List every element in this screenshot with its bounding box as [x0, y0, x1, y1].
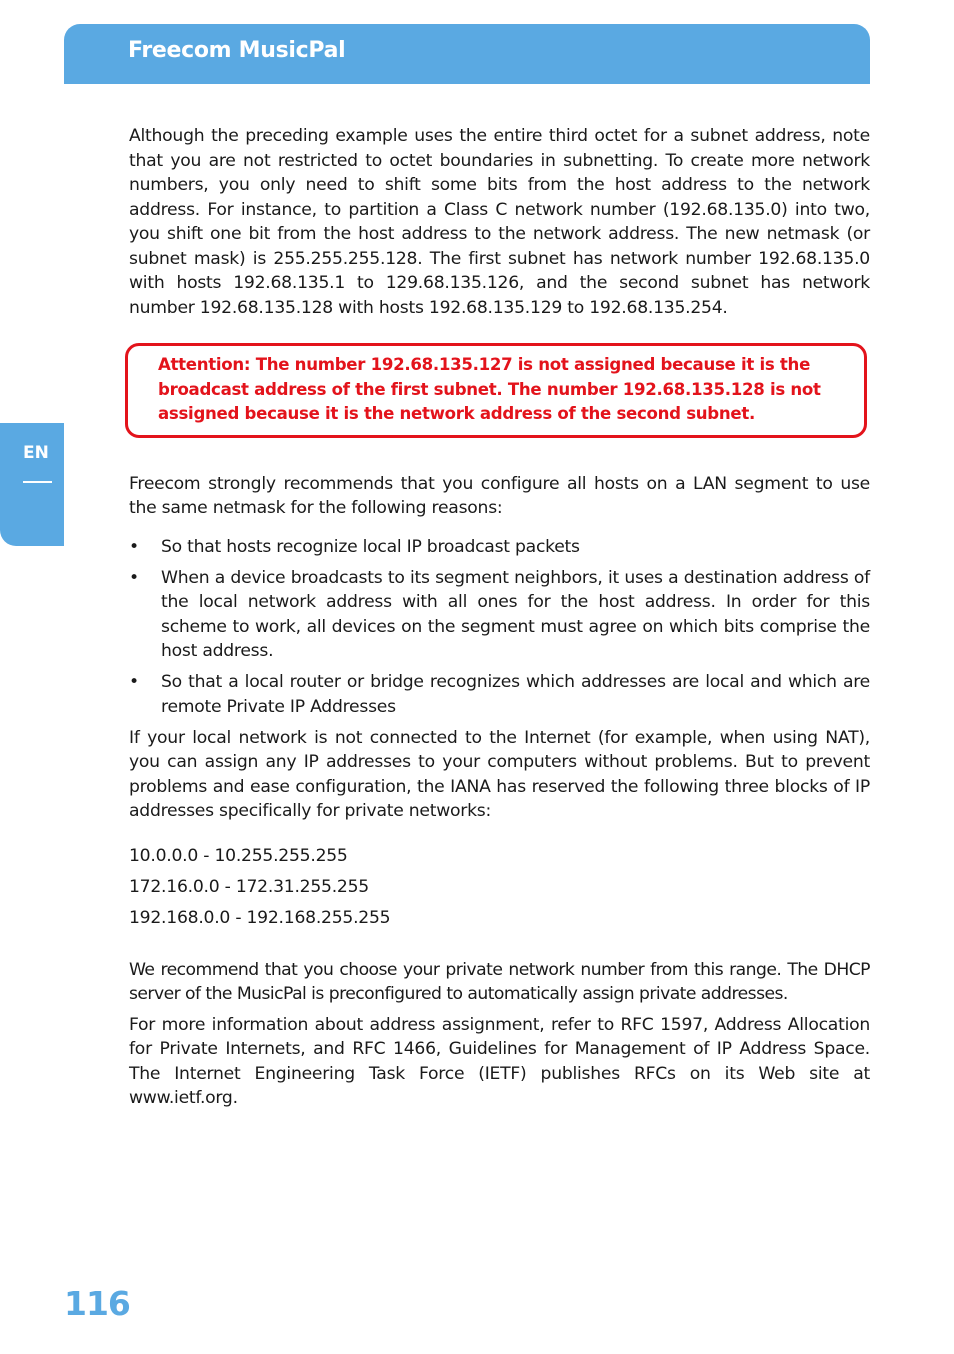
attention-box — [125, 343, 867, 438]
page-header-title: Freecom MusicPal — [128, 38, 346, 63]
paragraph-dhcp: We recommend that you choose your private network number from this range. The DHCP server of the MusicPal is preconfigured to automatically assign private addresses. — [129, 959, 870, 1004]
bullet-icon: • — [129, 672, 139, 692]
main-content — [129, 124, 870, 1111]
paragraph-more-info: For more information about address assignment, refer to RFC 1597, Address Allocation for Private Internets, and RFC 1466, Guidelines for Management of IP Address Space. The Internet Engineering Task Force (IETF) publishes RFCs on its Web site at www.ietf.org. — [129, 1014, 870, 1108]
ip-range: 10.0.0.0 - 10.255.255.255 — [129, 845, 348, 866]
list-item-text: When a device broadcasts to its segment neighbors, it uses a destination address of the local network address with all ones for the host address. In order for this scheme to work, all devices on the segment must agree on which bits comprise the host address. — [161, 567, 870, 661]
attention-text: Attention: The number 192.68.135.127 is not assigned because it is the broadcast address of the first subnet. The number 192.68.135.128 is not assigned because it is the network address of the second subnet. — [158, 355, 821, 423]
list-item-text: So that a local router or bridge recognizes which addresses are local and which are remote Private IP Addresses — [161, 672, 870, 717]
paragraph-recommendation: Freecom strongly recommends that you configure all hosts on a LAN segment to use the same netmask for the following reasons: — [129, 473, 870, 518]
ip-range: 172.16.0.0 - 172.31.255.255 — [129, 876, 369, 897]
reasons-list — [129, 535, 870, 720]
bullet-icon: • — [129, 536, 139, 557]
language-tab — [0, 423, 64, 546]
header-bar — [64, 24, 870, 84]
ip-range-list — [129, 844, 870, 937]
bullet-icon: • — [129, 567, 139, 588]
language-underline — [23, 481, 52, 483]
list-item — [129, 535, 870, 560]
ip-range: 192.168.0.0 - 192.168.255.255 — [129, 907, 391, 928]
paragraph-private-networks: If your local network is not connected to the Internet (for example, when using NAT), you can assign any IP addresses to your computers without problems. But to prevent problems and ease configuration, the IANA has reserved the following three blocks of IP addresses specifically for private networks: — [129, 727, 870, 821]
list-item — [129, 670, 870, 719]
page-number: 116 — [64, 1284, 130, 1323]
list-item — [129, 566, 870, 664]
list-item-text: So that hosts recognize local IP broadcast packets — [161, 536, 580, 557]
language-label: EN — [23, 443, 49, 463]
paragraph-subnetting: Although the preceding example uses the entire third octet for a subnet address, note that you are not restricted to octet boundaries in subnetting. To create more network numbers, you only need to shift some bits from the host address to the network address. For instance, to partition a Class C network number (192.68.135.0) into two, you shift one bit from the host address to the network address. The new netmask (or subnet mask) is 255.255.255.128. The first subnet has network number 192.68.135.0 with hosts 192.68.135.1 to 129.68.135.126, and the second subnet has network number 192.68.135.128 with hosts 192.68.135.129 to 192.68.135.254. — [129, 126, 870, 318]
